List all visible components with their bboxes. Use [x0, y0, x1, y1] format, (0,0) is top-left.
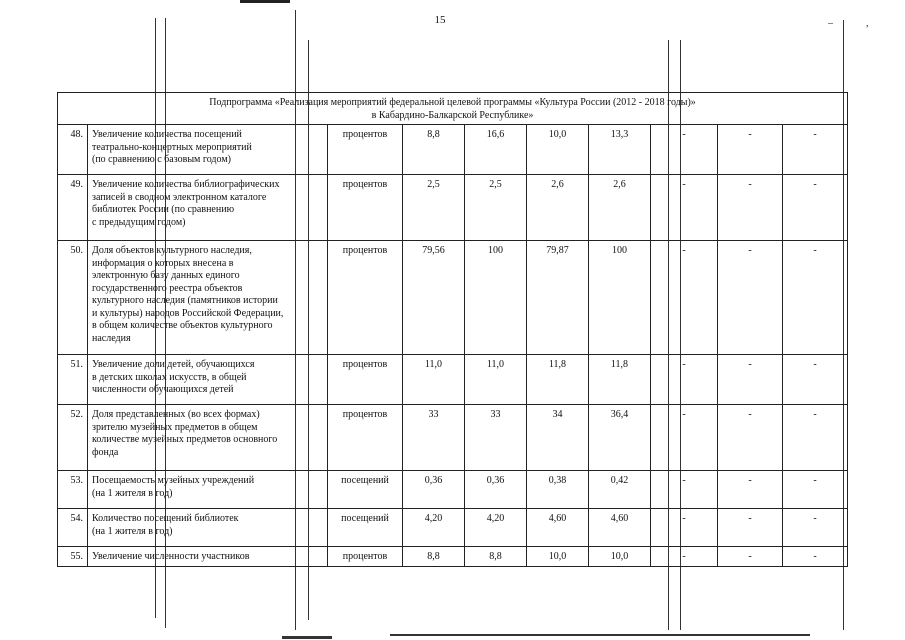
subprogram-title-line2: в Кабардино-Балкарской Республике»: [371, 109, 534, 121]
indicator-line: Посещаемость музейных учреждений: [92, 475, 255, 486]
corner-mark-right: ,: [866, 18, 869, 29]
value-2: 16,6: [465, 125, 527, 175]
indicator-line: Увеличение доли детей, обучающихся: [92, 359, 255, 370]
subprogram-title-line1: Подпрограмма «Реализация мероприятий федеральной целевой программы «Культура России (2012 - 2018 годы)»: [209, 97, 696, 108]
indicator-line: электронную базу данных единого: [92, 270, 240, 281]
value-3: 10,0: [527, 125, 589, 175]
indicator-line: и культуры) народов Российской Федерации,: [92, 307, 284, 319]
value-7: -: [783, 175, 848, 241]
value-7: -: [783, 471, 848, 509]
value-5: -: [651, 471, 718, 509]
subprogram-header-row: [58, 93, 848, 125]
row-number: 53.: [58, 471, 88, 509]
scan-artifact-bottom: [390, 634, 810, 636]
value-3: 11,8: [527, 355, 589, 405]
value-5: -: [651, 547, 718, 567]
value-1: 8,8: [403, 125, 465, 175]
value-7: -: [783, 241, 848, 355]
table-row: [58, 471, 848, 509]
row-number: 50.: [58, 241, 88, 355]
value-3: 34: [527, 405, 589, 471]
row-number: 51.: [58, 355, 88, 405]
table-row: [58, 509, 848, 547]
value-6: -: [718, 405, 783, 471]
indicator-line: Количество посещений библиотек: [92, 513, 239, 524]
value-1: 2,5: [403, 175, 465, 241]
value-2: 0,36: [465, 471, 527, 509]
indicator-name: [88, 471, 328, 509]
row-number: 49.: [58, 175, 88, 241]
value-5: -: [651, 509, 718, 547]
value-7: -: [783, 355, 848, 405]
unit-of-measure: процентов: [328, 405, 403, 471]
unit-of-measure: посещений: [328, 471, 403, 509]
indicator-line: фонда: [92, 446, 119, 458]
value-4: 0,42: [589, 471, 651, 509]
value-6: -: [718, 175, 783, 241]
table-row: [58, 125, 848, 175]
indicator-name: [88, 547, 328, 567]
value-1: 4,20: [403, 509, 465, 547]
unit-of-measure: процентов: [328, 241, 403, 355]
indicator-line: Доля представленных (во всех формах): [92, 409, 260, 420]
indicator-name: [88, 509, 328, 547]
value-1: 79,56: [403, 241, 465, 355]
value-2: 8,8: [465, 547, 527, 567]
indicator-line: информация о которых внесена в: [92, 257, 234, 269]
value-3: 10,0: [527, 547, 589, 567]
page-number: 15: [434, 14, 446, 26]
unit-of-measure: процентов: [328, 175, 403, 241]
indicators-table: [57, 92, 848, 567]
unit-of-measure: процентов: [328, 355, 403, 405]
value-7: -: [783, 547, 848, 567]
value-7: -: [783, 405, 848, 471]
indicator-line: библиотек России (по сравнению: [92, 204, 235, 215]
table-row: [58, 241, 848, 355]
value-4: 100: [589, 241, 651, 355]
table-row: [58, 547, 848, 567]
value-4: 4,60: [589, 509, 651, 547]
value-6: -: [718, 355, 783, 405]
value-2: 100: [465, 241, 527, 355]
indicator-line: (на 1 жителя в год): [92, 525, 173, 537]
value-1: 0,36: [403, 471, 465, 509]
value-7: -: [783, 509, 848, 547]
indicator-line: Увеличение количества библиографических: [92, 179, 280, 190]
value-5: -: [651, 355, 718, 405]
unit-of-measure: процентов: [328, 547, 403, 567]
value-5: -: [651, 125, 718, 175]
value-2: 33: [465, 405, 527, 471]
value-4: 13,3: [589, 125, 651, 175]
indicator-line: в детских школах искусств, в общей: [92, 371, 247, 383]
value-6: -: [718, 125, 783, 175]
table-row: [58, 355, 848, 405]
value-5: -: [651, 405, 718, 471]
value-6: -: [718, 547, 783, 567]
row-number: 48.: [58, 125, 88, 175]
row-number: 52.: [58, 405, 88, 471]
row-number: 55.: [58, 547, 88, 567]
scan-artifact-top: [240, 0, 290, 3]
value-6: -: [718, 471, 783, 509]
value-3: 0,38: [527, 471, 589, 509]
indicator-line: (по сравнению с базовым годом): [92, 154, 231, 165]
indicator-name: [88, 241, 328, 355]
indicator-name: [88, 125, 328, 175]
table-row: [58, 405, 848, 471]
value-2: 2,5: [465, 175, 527, 241]
value-1: 8,8: [403, 547, 465, 567]
value-5: -: [651, 241, 718, 355]
scan-artifact-bottom: [282, 636, 332, 639]
value-3: 4,60: [527, 509, 589, 547]
value-5: -: [651, 175, 718, 241]
indicator-line: театрально-концертных мероприятий: [92, 141, 252, 153]
corner-mark-left: –: [828, 18, 833, 29]
value-2: 4,20: [465, 509, 527, 547]
indicator-line: численности обучающихся детей: [92, 384, 234, 395]
indicator-name: [88, 355, 328, 405]
unit-of-measure: процентов: [328, 125, 403, 175]
value-4: 2,6: [589, 175, 651, 241]
indicator-line: (на 1 жителя в год): [92, 487, 173, 499]
indicator-line: с предыдущим годом): [92, 216, 186, 228]
indicator-line: Увеличение количества посещений: [92, 129, 242, 140]
value-1: 33: [403, 405, 465, 471]
indicator-name: [88, 405, 328, 471]
value-4: 11,8: [589, 355, 651, 405]
value-3: 79,87: [527, 241, 589, 355]
indicator-line: зрителю музейных предметов в общем: [92, 421, 258, 433]
indicator-line: наследия: [92, 332, 131, 344]
value-4: 36,4: [589, 405, 651, 471]
indicator-line: государственного реестра объектов: [92, 282, 243, 294]
value-2: 11,0: [465, 355, 527, 405]
indicator-line: Доля объектов культурного наследия,: [92, 245, 252, 256]
indicator-line: культурного наследия (памятников истории: [92, 295, 278, 306]
value-6: -: [718, 509, 783, 547]
value-6: -: [718, 241, 783, 355]
subprogram-title: [58, 93, 848, 125]
row-number: 54.: [58, 509, 88, 547]
unit-of-measure: посещений: [328, 509, 403, 547]
value-7: -: [783, 125, 848, 175]
indicator-line: в общем количестве объектов культурного: [92, 320, 273, 331]
indicator-line: количестве музейных предметов основного: [92, 434, 278, 445]
value-3: 2,6: [527, 175, 589, 241]
indicator-name: [88, 175, 328, 241]
value-4: 10,0: [589, 547, 651, 567]
table-row: [58, 175, 848, 241]
value-1: 11,0: [403, 355, 465, 405]
indicator-line: Увеличение численности участников: [92, 551, 250, 562]
indicator-line: записей в сводном электронном каталоге: [92, 191, 267, 203]
